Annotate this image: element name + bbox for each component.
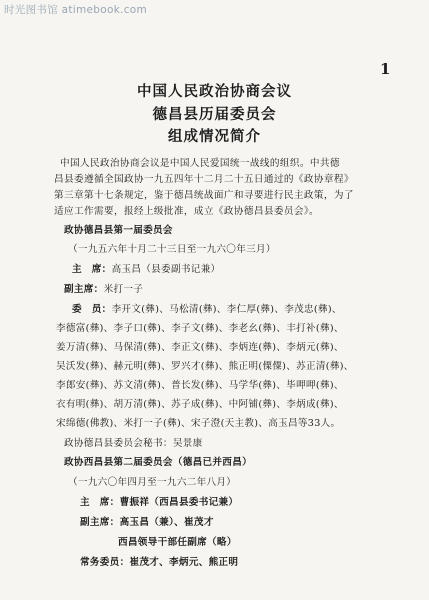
- intro-line: 适应工作需要，报经上级批准，成立《政协德昌县委员会》。: [54, 206, 320, 217]
- chair-label: 主 席：: [80, 497, 120, 508]
- vice-chair-label: 副主席：: [64, 284, 104, 295]
- first-chair-row: [72, 261, 220, 275]
- vice-chair-name: 高玉昌（兼）、崔茂才: [119, 517, 214, 528]
- chair-name: 高玉昌（县委副书记兼）: [111, 264, 221, 275]
- standing-label: 常务委员：: [80, 557, 130, 568]
- standing-committee-row: [80, 554, 238, 568]
- chair-name: 曹振祥（西昌县委书记兼）: [119, 497, 239, 508]
- members-line: 宋绵德(佛教)、米打一子(彝)、宋子澄(天主教)、高玉昌等33人。: [56, 418, 341, 429]
- vice-chair-name: 米打一子: [103, 284, 144, 295]
- intro-line: 中国人民政治协商会议是中国人民爱国统一战线的组织。中共德: [60, 158, 340, 169]
- members-line: 吴沃发(彝)、赫元明(彝)、罗兴才(彝)、熊正明(傈僳)、苏正清(彝)、: [56, 361, 354, 372]
- first-committee-heading: 政协德昌县第一届委员会: [64, 225, 173, 236]
- title-line-2: 德昌县历届委员会: [152, 106, 277, 123]
- members-line: 李郎安(彝)、苏文清(彝)、普长发(彝)、马学华(彝)、毕呷呷(彝)、: [56, 380, 344, 391]
- members-row: [72, 301, 342, 315]
- second-vice-row: [80, 514, 214, 528]
- second-note: 西昌领导干部任副席（略）: [118, 537, 237, 548]
- second-committee-heading: 政协西昌县第二届委员会（德昌已并西昌）: [64, 457, 252, 468]
- intro-line: 昌县委遵循全国政协一九五四年十二月二十五日通过的《政协章程》: [54, 174, 354, 185]
- second-committee-period: （一九六〇年四月至一九六二年八月）: [68, 477, 237, 488]
- members-line: 衣有明(彝)、胡万清(彝)、苏子成(彝)、中阿铺(彝)、李炳成(彝)、: [56, 399, 344, 410]
- chair-label: 主 席：: [72, 264, 112, 275]
- first-vice-row: [64, 281, 143, 295]
- vice-chair-label: 副主席：: [80, 517, 120, 528]
- members-line: 李德富(彝)、李子口(彝)、李子文(彝)、李老幺(彝)、丰打补(彝)、: [56, 323, 344, 334]
- standing-members: 崔茂才、李炳元、熊正明: [129, 557, 239, 568]
- members-line: 李开文(彝)、马松清(彝)、李仁厚(彝)、李茂忠(彝)、: [111, 304, 342, 315]
- first-committee-period: （一九五六年十月二十三日至一九六〇年三月）: [68, 244, 276, 255]
- secretary-line: 政协德昌县委员会秘书：吴景康: [64, 438, 203, 449]
- title-line-1: 中国人民政治协商会议: [137, 83, 292, 100]
- second-chair-row: [80, 494, 238, 508]
- members-label: 委 员：: [72, 304, 112, 315]
- intro-line: 第三章第十七条规定，鉴于德昌统战面广和寻要进行民主政策，为了: [54, 190, 354, 201]
- page-number: 1: [380, 60, 391, 78]
- site-watermark: 时光图书馆 atimebook.com: [4, 4, 148, 16]
- title-line-3: 组成情况简介: [168, 128, 261, 145]
- members-line: 姜万清(彝)、马保清(彝)、李正文(彝)、李炳连(彝)、李炳元(彝)、: [56, 342, 344, 353]
